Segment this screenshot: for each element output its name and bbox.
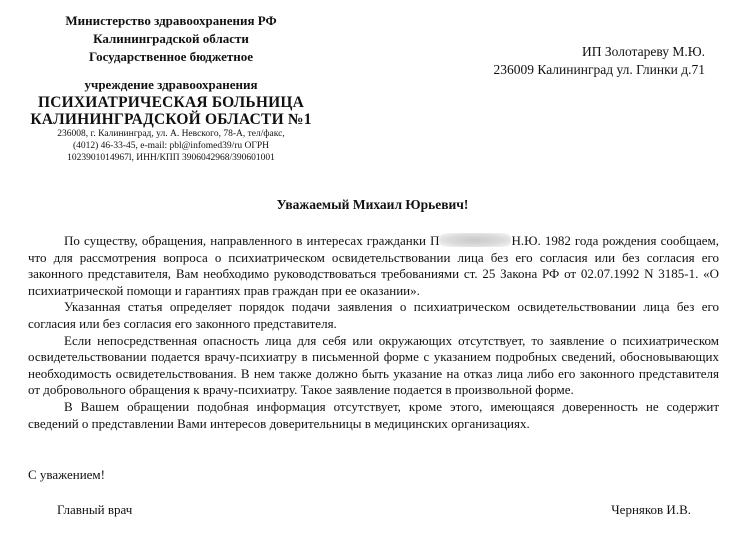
sender-hospital-name: ПСИХИАТРИЧЕСКАЯ БОЛЬНИЦА xyxy=(37,94,305,111)
sender-letterhead xyxy=(22,12,320,164)
sender-contacts: (4012) 46-33-45, e-mail: pbl@infomed39/ru ОГРН xyxy=(72,141,270,151)
sender-address: 236008, г. Калининград, ул. А. Невского, 78-А, тел/факс, xyxy=(57,129,285,139)
sender-region: Калининградской области xyxy=(93,31,249,46)
signer-position: Главный врач xyxy=(57,502,133,517)
paragraph-1 xyxy=(28,233,719,299)
paragraph-1-end: Н.Ю. 1982 года рождения сообщаем, что для рассмотрения вопроса о психиатрическом освидетельствовании лица без его согласия или без согласия его законного представителя, Вам необходимо руководствоваться требованиями ст. 25 Закона РФ от 02.07.1992 N 3185-1. «О психиатрической помощи и гарантиях прав граждан при ее оказании». xyxy=(28,233,719,298)
paragraph-3: Если непосредственная опасность лица для себя или окружающих отсутствует, то заявление о психиатрическом освидетельствовании подается врачу-психиатру в письменной форме с указанием подробных сведений, обосновывающих необходимость освидетельствования. В нем также должно быть указание на отказ лица либо его законного представителя от добровольного обращения к врачу-психиатру. Такое заявление подается в произвольной форме. xyxy=(28,332,719,398)
recipient-block xyxy=(494,43,706,79)
signer-name: Черняков И.В. xyxy=(611,502,691,517)
closing-regards: С уважением! xyxy=(28,467,105,482)
redacted-surname xyxy=(439,233,511,247)
sender-hospital-region: КАЛИНИНГРАДСКОЙ ОБЛАСТИ №1 xyxy=(30,111,312,128)
recipient-name: ИП Золотареву М.Ю. xyxy=(582,44,705,59)
paragraph-4: В Вашем обращении подобная информация отсутствует, кроме этого, имеющаяся доверенность не содержит сведений о представлении Вами интересов доверительницы в медицинских организациях. xyxy=(28,398,719,431)
salutation: Уважаемый Михаил Юрьевич! xyxy=(276,197,469,212)
paragraph-2: Указанная статья определяет порядок подачи заявления о психиатрическом освидетельствовании лица без его согласия или без согласия его законного представителя. xyxy=(28,299,719,331)
letter-body xyxy=(28,233,719,432)
sender-org-type: Государственное бюджетное xyxy=(88,49,254,64)
paragraph-1-start: По существу, обращения, направленного в интересах гражданки П xyxy=(64,233,440,248)
sender-org-type-2: учреждение здравоохранения xyxy=(84,77,258,92)
recipient-address: 236009 Калининград ул. Глинки д.71 xyxy=(493,62,705,77)
sender-ministry: Министерство здравоохранения РФ xyxy=(65,13,277,28)
sender-registration: 1023901014967l, ИНН/КПП 3906042968/390601001 xyxy=(67,153,275,163)
